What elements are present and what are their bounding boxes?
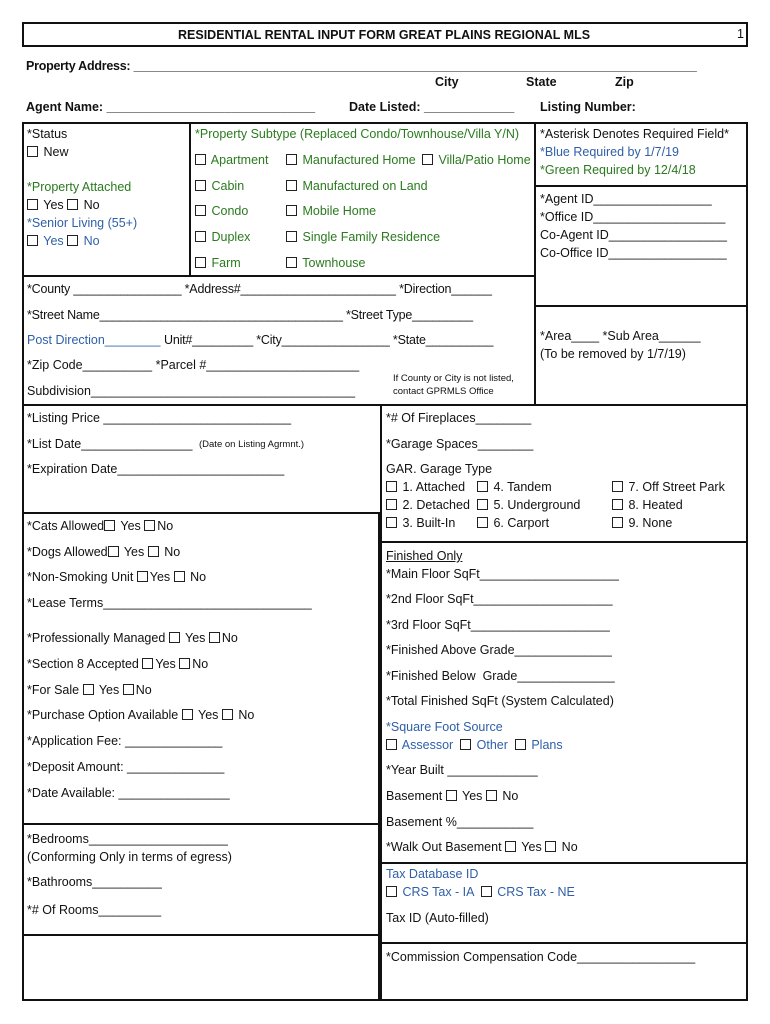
checkbox[interactable] [174, 571, 185, 582]
option-label: 3. Built-In [402, 516, 456, 530]
checkbox[interactable] [477, 517, 488, 528]
no-label: No [164, 545, 181, 559]
total-finished-label: *Total Finished SqFt (System Calculated) [386, 694, 614, 708]
bathrooms-field[interactable]: *Bathrooms__________ [27, 875, 162, 889]
checkbox[interactable] [27, 146, 38, 157]
property-attached-options[interactable] [27, 198, 100, 213]
garage-heated[interactable] [612, 498, 683, 513]
checkbox[interactable] [286, 231, 297, 242]
yes-label: Yes [155, 657, 176, 671]
blank-box [22, 934, 380, 1001]
basement-percent-field[interactable]: Basement %___________ [386, 815, 534, 829]
zip-label: Zip [615, 75, 634, 89]
co-office-id-field[interactable]: Co-Office ID_________________ [540, 246, 727, 260]
checkbox[interactable] [148, 546, 159, 557]
garage-spaces-field[interactable]: *Garage Spaces________ [386, 437, 534, 451]
green-note: *Green Required by 12/4/18 [540, 163, 696, 177]
rooms-count-field[interactable]: *# Of Rooms_________ [27, 903, 162, 917]
subtype-label: *Property Subtype (Replaced Condo/Townhouse/Villa Y/N) [195, 127, 520, 141]
subtype-cabin[interactable] [195, 179, 244, 194]
row-label: *Non-Smoking Unit [27, 570, 134, 584]
yes-label: Yes [185, 631, 206, 645]
main-floor-field[interactable]: *Main Floor SqFt____________________ [386, 567, 619, 581]
checkbox[interactable] [477, 481, 488, 492]
option-label: 7. Off Street Park [628, 480, 725, 494]
checkbox[interactable] [142, 658, 153, 669]
yes-label: Yes [149, 570, 171, 584]
yes-label: Yes [43, 198, 64, 212]
checkbox[interactable] [386, 739, 397, 750]
subtype-duplex[interactable] [195, 230, 250, 245]
checkbox[interactable] [286, 154, 297, 165]
dogs-allowed-row[interactable] [27, 545, 180, 560]
checkbox[interactable] [545, 841, 556, 852]
subtype-mobile-home[interactable] [286, 204, 376, 219]
listing-number-label: Listing Number: [540, 100, 636, 114]
garage-none[interactable] [612, 516, 672, 531]
option-label: CRS Tax - IA [402, 885, 474, 899]
no-label: No [157, 519, 174, 533]
expiration-date-field[interactable]: *Expiration Date________________________ [27, 462, 285, 476]
no-label: No [502, 789, 519, 803]
checkbox[interactable] [195, 257, 206, 268]
date-listed-field[interactable]: Date Listed: _____________ [349, 100, 515, 114]
list-date-note: (Date on Listing Agrmnt.) [199, 439, 305, 450]
page-number: 1 [737, 27, 744, 41]
subdivision-field[interactable]: Subdivision______________________________________ [27, 384, 356, 398]
application-fee-field[interactable]: *Application Fee: ______________ [27, 734, 223, 748]
basement-row[interactable] [386, 789, 518, 804]
option-label: Single Family Residence [302, 230, 441, 244]
tax-database-options[interactable] [386, 885, 575, 900]
status-new[interactable] [27, 145, 69, 160]
tax-database-label: Tax Database ID [386, 867, 479, 881]
year-built-field[interactable]: *Year Built _____________ [386, 763, 538, 777]
listing-price-field[interactable]: *Listing Price ___________________________ [27, 411, 292, 425]
option-label: 6. Carport [493, 516, 550, 530]
checkbox[interactable] [477, 499, 488, 510]
garage-tandem[interactable] [477, 480, 552, 495]
option-label: CRS Tax - NE [497, 885, 575, 899]
checkbox[interactable] [286, 257, 297, 268]
no-label: No [221, 631, 238, 645]
option-label: 9. None [628, 516, 673, 530]
checkbox[interactable] [286, 180, 297, 191]
status-label: *Status [27, 127, 68, 141]
lease-terms-field[interactable]: *Lease Terms______________________________ [27, 596, 312, 610]
second-floor-field[interactable]: *2nd Floor SqFt____________________ [386, 592, 613, 606]
checkbox[interactable] [67, 199, 78, 210]
option-label: Assessor [401, 738, 454, 752]
tax-id-label: Tax ID (Auto-filled) [386, 911, 489, 925]
garage-detached[interactable] [386, 498, 470, 513]
no-label: No [135, 683, 152, 697]
row-label: *Walk Out Basement [386, 840, 502, 854]
row-label: *Purchase Option Available [27, 708, 179, 722]
section8-row[interactable] [27, 657, 208, 672]
property-address-field[interactable]: Property Address: ____________________________________________________________________________________ [26, 59, 697, 73]
checkbox[interactable] [108, 546, 119, 557]
checkbox[interactable] [104, 520, 115, 531]
checkbox[interactable] [286, 205, 297, 216]
subtype-manufactured-home[interactable] [286, 153, 416, 168]
professionally-managed-row[interactable] [27, 631, 238, 646]
option-label: Duplex [211, 230, 251, 244]
purchase-option-row[interactable] [27, 708, 254, 723]
option-label: Other [476, 738, 508, 752]
option-label: Villa/Patio Home [438, 153, 531, 167]
subtype-condo[interactable] [195, 204, 248, 219]
list-date-field[interactable]: *List Date________________ [27, 437, 193, 451]
garage-attached[interactable] [386, 480, 465, 495]
status-new-label: New [43, 145, 69, 159]
checkbox[interactable] [179, 658, 190, 669]
finished-heading: Finished Only [386, 549, 463, 563]
no-label: No [561, 840, 578, 854]
option-label: Farm [211, 256, 241, 270]
checkbox[interactable] [386, 499, 397, 510]
checkbox[interactable] [169, 632, 180, 643]
option-label: Apartment [210, 153, 269, 167]
no-label: No [83, 234, 100, 248]
checkbox[interactable] [222, 709, 233, 720]
third-floor-field[interactable]: *3rd Floor SqFt____________________ [386, 618, 610, 632]
asterisk-note: *Asterisk Denotes Required Field* [540, 127, 729, 141]
checkbox[interactable] [422, 154, 433, 165]
non-smoking-row[interactable] [27, 570, 206, 585]
co-agent-id-field[interactable]: Co-Agent ID_________________ [540, 228, 727, 242]
garage-type-label: GAR. Garage Type [386, 462, 493, 476]
yes-label: Yes [521, 840, 542, 854]
option-label: Mobile Home [302, 204, 377, 218]
option-label: 5. Underground [493, 498, 581, 512]
option-label: Cabin [211, 179, 245, 193]
subtype-apartment[interactable] [195, 153, 268, 168]
option-label: Plans [531, 738, 563, 752]
yes-label: Yes [123, 545, 145, 559]
garage-off-street[interactable] [612, 480, 725, 495]
office-id-field[interactable]: *Office ID___________________ [540, 210, 726, 224]
sqft-source-label: *Square Foot Source [386, 720, 503, 734]
option-label: 1. Attached [402, 480, 466, 494]
senior-living-options[interactable] [27, 234, 100, 249]
checkbox[interactable] [144, 520, 155, 531]
checkbox[interactable] [612, 517, 623, 528]
checkbox[interactable] [83, 684, 94, 695]
option-label: 4. Tandem [493, 480, 552, 494]
zip-parcel-field[interactable]: *Zip Code__________ *Parcel #______________________ [27, 358, 360, 372]
checkbox[interactable] [446, 790, 457, 801]
sqft-source-options[interactable] [386, 738, 563, 753]
finished-below-field[interactable]: *Finished Below Grade______________ [386, 669, 615, 683]
subtype-villa[interactable] [422, 153, 531, 168]
walkout-basement-row[interactable] [386, 840, 578, 855]
checkbox[interactable] [209, 632, 220, 643]
yes-label: Yes [198, 708, 219, 722]
row-label: *Dogs Allowed [27, 545, 108, 559]
date-available-field[interactable]: *Date Available: ________________ [27, 786, 230, 800]
unit-city-state-field[interactable]: Unit#_________ *City________________ *State__________ [164, 333, 494, 347]
commission-code-field[interactable]: *Commission Compensation Code_________________ [386, 950, 696, 964]
checkbox[interactable] [460, 739, 471, 750]
checkbox[interactable] [386, 517, 397, 528]
row-label: Basement [386, 789, 443, 803]
yes-label: Yes [120, 519, 141, 533]
subtype-single-family[interactable] [286, 230, 440, 245]
checkbox[interactable] [195, 205, 206, 216]
checkbox[interactable] [515, 739, 526, 750]
checkbox[interactable] [486, 790, 497, 801]
property-attached-label: *Property Attached [27, 180, 132, 194]
deposit-amount-field[interactable]: *Deposit Amount: ______________ [27, 760, 225, 774]
garage-carport[interactable] [477, 516, 549, 531]
state-label: State [526, 75, 557, 89]
county-address-direction-field[interactable]: *County ________________ *Address#_______________________ *Direction______ [27, 282, 492, 296]
option-label: 2. Detached [402, 498, 470, 512]
checkbox[interactable] [195, 231, 206, 242]
checkbox[interactable] [386, 886, 397, 897]
post-direction-field[interactable]: Post Direction________ [27, 333, 161, 347]
option-label: Townhouse [302, 256, 366, 270]
senior-living-label: *Senior Living (55+) [27, 216, 138, 230]
fireplaces-field[interactable]: *# Of Fireplaces________ [386, 411, 532, 425]
agent-id-field[interactable]: *Agent ID_________________ [540, 192, 712, 206]
garage-underground[interactable] [477, 498, 580, 513]
for-sale-row[interactable] [27, 683, 152, 698]
street-name-field[interactable]: *Street Name____________________________________ *Street Type_________ [27, 308, 473, 322]
yes-label: Yes [462, 789, 483, 803]
checkbox[interactable] [67, 235, 78, 246]
checkbox[interactable] [386, 481, 397, 492]
blue-note: *Blue Required by 1/7/19 [540, 145, 679, 159]
checkbox[interactable] [195, 180, 206, 191]
checkbox[interactable] [182, 709, 193, 720]
checkbox[interactable] [137, 571, 148, 582]
subtype-townhouse[interactable] [286, 256, 366, 271]
option-label: Manufactured Home [302, 153, 416, 167]
checkbox[interactable] [612, 481, 623, 492]
no-label: No [192, 657, 209, 671]
row-label: *Section 8 Accepted [27, 657, 139, 671]
option-label: Manufactured on Land [302, 179, 428, 193]
checkbox[interactable] [123, 684, 134, 695]
bedrooms-field[interactable]: *Bedrooms____________________ [27, 832, 228, 846]
checkbox[interactable] [505, 841, 516, 852]
county-note-line1: If County or City is not listed, [393, 373, 514, 384]
subtype-farm[interactable] [195, 256, 241, 271]
option-label: 8. Heated [628, 498, 683, 512]
checkbox[interactable] [27, 199, 38, 210]
row-label: *Professionally Managed [27, 631, 166, 645]
yes-label: Yes [98, 683, 120, 697]
subtype-box [189, 122, 536, 277]
checkbox[interactable] [481, 886, 492, 897]
finished-above-field[interactable]: *Finished Above Grade______________ [386, 643, 612, 657]
no-label: No [238, 708, 255, 722]
area-removal-note: (To be removed by 1/7/19) [540, 347, 686, 361]
checkbox[interactable] [195, 154, 206, 165]
agent-name-field[interactable]: Agent Name: ______________________________ [26, 100, 316, 114]
cats-allowed-row[interactable] [27, 519, 173, 534]
garage-built-in[interactable] [386, 516, 455, 531]
no-label: No [83, 198, 100, 212]
area-subarea-field[interactable]: *Area____ *Sub Area______ [540, 329, 701, 343]
yes-label: Yes [43, 234, 64, 248]
row-label: *For Sale [27, 683, 80, 697]
form-title: RESIDENTIAL RENTAL INPUT FORM GREAT PLAINS REGIONAL MLS [178, 28, 591, 42]
county-note-line2: contact GPRMLS Office [393, 386, 494, 397]
row-label: *Cats Allowed [27, 519, 105, 533]
subtype-manufactured-land[interactable] [286, 179, 428, 194]
conforming-note: (Conforming Only in terms of egress) [27, 850, 232, 864]
checkbox[interactable] [612, 499, 623, 510]
option-label: Condo [211, 204, 249, 218]
checkbox[interactable] [27, 235, 38, 246]
city-label: City [435, 75, 459, 89]
no-label: No [190, 570, 207, 584]
